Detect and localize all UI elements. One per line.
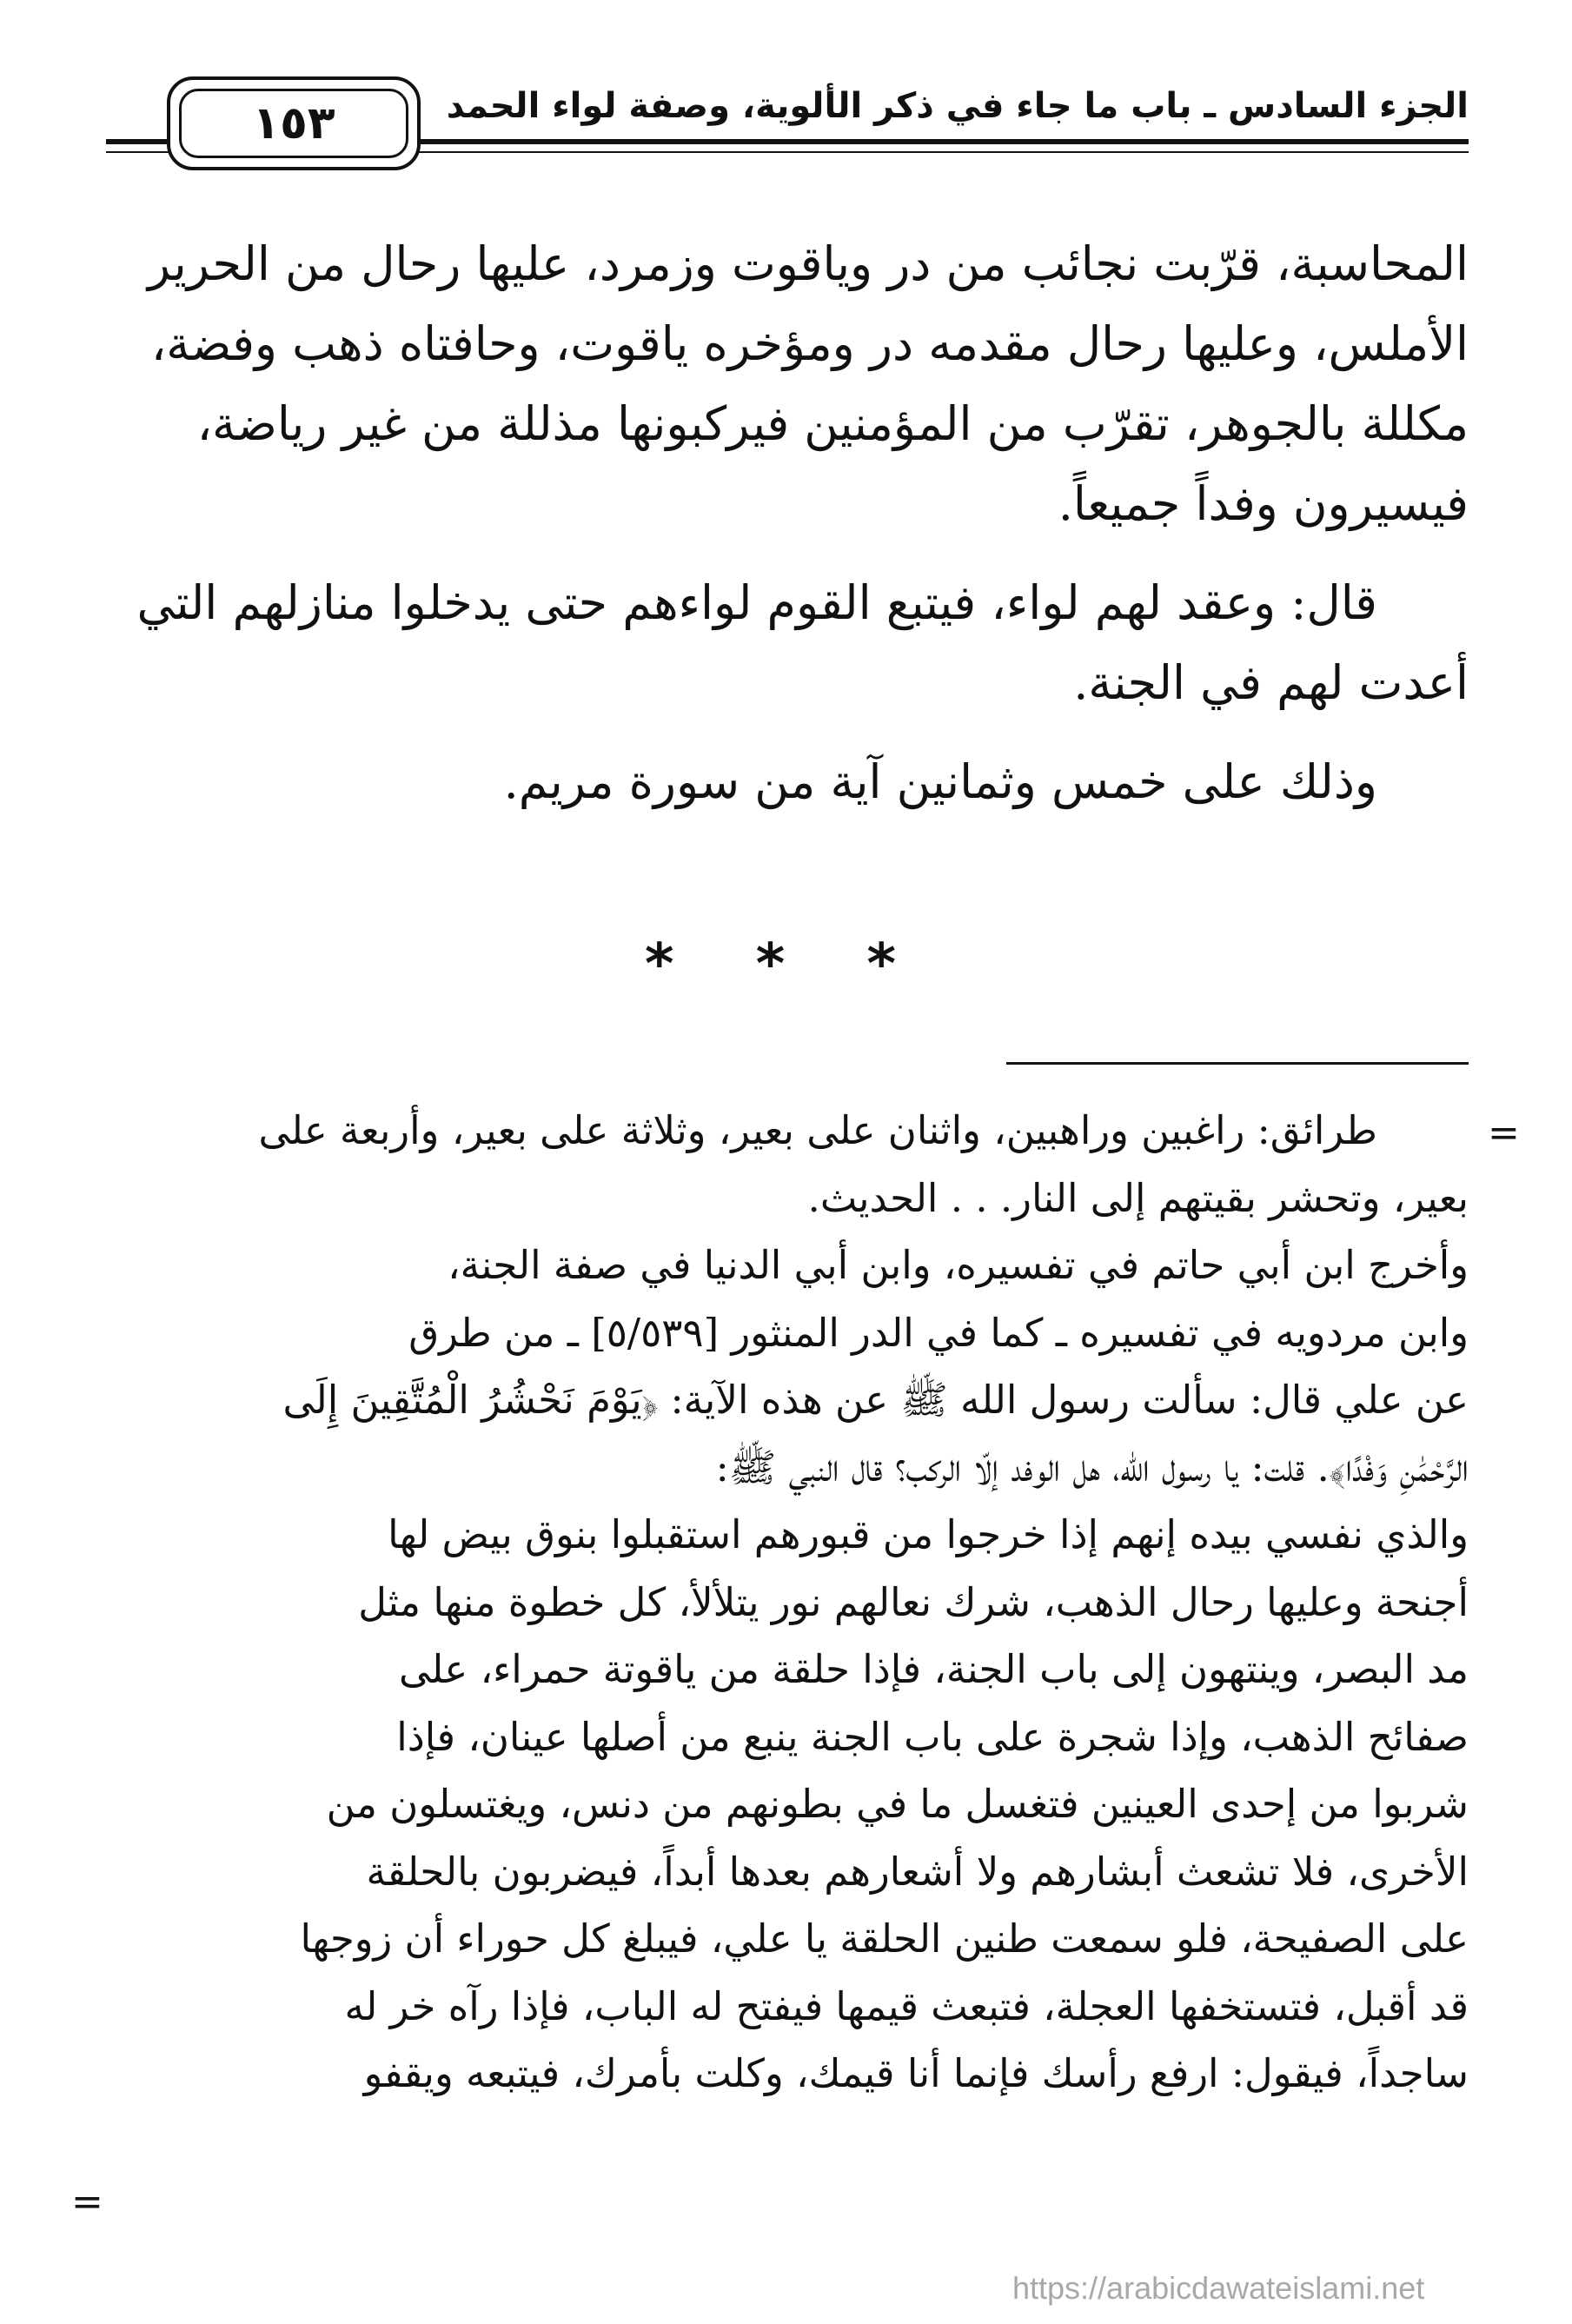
footnote-line: شربوا من إحدى العينين فتغسل ما في بطونهم من دنس، ويغتسلون من	[326, 1781, 1469, 1827]
text-line: فيسيرون وفداً جميعاً.	[1058, 476, 1469, 531]
running-title: الجزء السادس ـ باب ما جاء في ذكر الألوية، وصفة لواء الحمد	[446, 86, 1469, 126]
footnote-line: على الصفيحة، فلو سمعت طنين الحلقة يا علي، فيبلغ كل حوراء أن زوجها	[300, 1916, 1469, 1962]
text-line: أعدت لهم في الجنة.	[1073, 655, 1469, 710]
continuation-mark-bottom: =	[71, 2180, 103, 2224]
footnote-line: طرائق: راغبين وراهبين، واثنان على بعير، وثلاثة على بعير، وأربعة على	[258, 1107, 1377, 1153]
text-line: وذلك على خمس وثمانين آية من سورة مريم.	[503, 754, 1377, 809]
text-line: المحاسبة، قرّبت نجائب من در وياقوت وزمرد، عليها رحال من الحرير	[147, 236, 1469, 291]
footnote-line: بعير، وتحشر بقيتهم إلى النار. . . الحديث.	[807, 1174, 1469, 1221]
text-line: مكللة بالجوهر، تقرّب من المؤمنين فيركبونها مذللة من غير رياضة،	[196, 396, 1469, 451]
footnote-line: أجنحة وعليها رحال الذهب، شرك نعالهم نور يتلألأ، كل خطوة منها مثل	[358, 1578, 1469, 1625]
footnote-line: الأخرى، فلا تشعث أبشارهم ولا أشعارهم بعدها أبداً، فيضربون بالحلقة	[366, 1848, 1469, 1895]
footnote-line: وأخرج ابن أبي حاتم في تفسيره، وابن أبي الدنيا في صفة الجنة،	[448, 1242, 1469, 1288]
footnote-line: وابن مردويه في تفسيره ـ كما في الدر المنثور [٥/٥٣٩] ـ من طرق	[408, 1309, 1469, 1356]
page-number-inner-frame	[179, 89, 408, 158]
main-text	[113, 224, 1469, 841]
text-line: الأملس، وعليها رحال مقدمه در ومؤخره ياقوت، وحافتاه ذهب وفضة،	[150, 316, 1469, 371]
footnote-line: والذي نفسي بيده إنهم إذا خرجوا من قبورهم استقبلوا بنوق بيض لها	[388, 1511, 1469, 1557]
footnote-line: الرَّحْمَٰنِ وَفْدًا﴾. قلت: يا رسول الله، هل الوفد إلّا الركب؟ قال النبي ﷺ:	[715, 1444, 1469, 1491]
footnote-line: صفائح الذهب، وإذا شجرة على باب الجنة ينبع من أصلها عينان، فإذا	[396, 1713, 1469, 1760]
footnote-rule	[1006, 1062, 1469, 1065]
footnote-line: عن علي قال: سألت رسول الله ﷺ عن هذه الآية: ﴿يَوْمَ نَحْشُرُ الْمُتَّقِينَ إِلَى	[282, 1377, 1469, 1423]
paragraph-2	[113, 563, 1469, 723]
page-number-frame	[167, 76, 421, 170]
watermark-url: https://arabicdawateislami.net	[1012, 2270, 1425, 2306]
section-separator: * * *	[645, 933, 927, 997]
paragraph-1	[113, 224, 1469, 544]
page-number: ١٥٣	[252, 97, 335, 149]
footnote-line: قد أقبل، فتستخفها العجلة، فتبعث قيمها فيفتح له الباب، فإذا رآه خر له	[344, 1982, 1469, 2029]
text-line: قال: وعقد لهم لواء، فيتبع القوم لواءهم حتى يدخلوا منازلهم التي	[136, 575, 1377, 630]
footnote	[113, 1097, 1469, 2108]
paragraph-3	[113, 742, 1469, 822]
footnote-line: مد البصر، وينتهون إلى باب الجنة، فإذا حلقة من ياقوتة حمراء، على	[399, 1646, 1469, 1692]
page-header	[106, 76, 1469, 181]
footnote-line: ساجداً، فيقول: ارفع رأسك فإنما أنا قيمك، وكلت بأمرك، فيتبعه ويقفو	[363, 2050, 1469, 2096]
continuation-mark-top: =	[1488, 1111, 1520, 1155]
